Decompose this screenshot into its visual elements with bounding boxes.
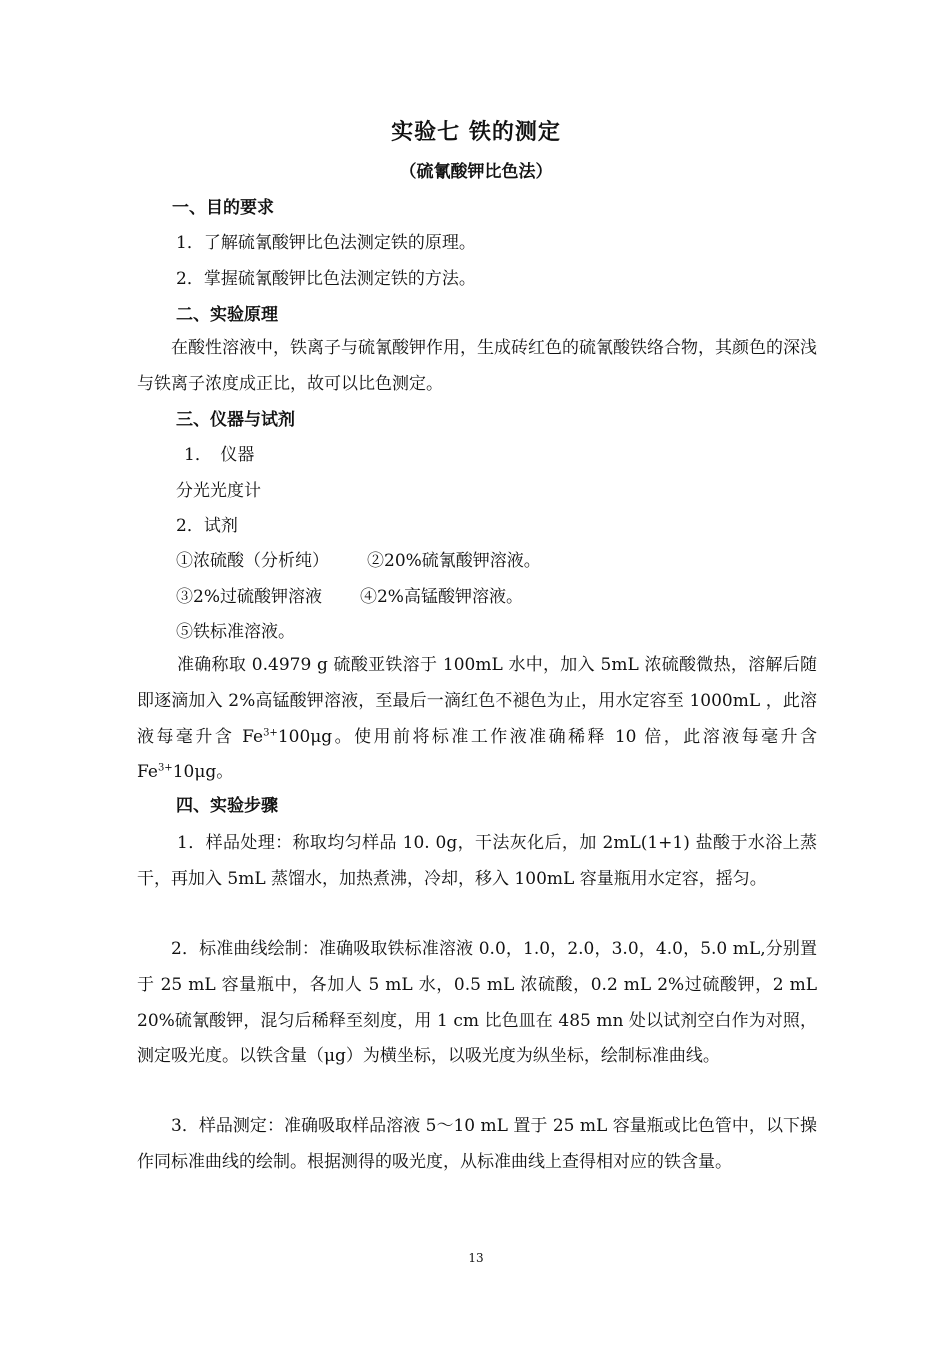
procedure-step-2: 2．标准曲线绘制：准确吸取铁标准溶液 0.0，1.0，2.0，3.0，4.0，5.0 mL,分别置于 25 mL 容量瓶中，各加人 5 mL 水，0.5 mL 浓硫酸，0.2 mL 2%过硫酸钾，2 mL 20%硫氰酸钾，混匀后稀释至刻度，用 1 cm 比色皿在 485 mn 处以试剂空白作为对照，测定吸光度。以铁含量（μg）为横坐标，以吸光度为纵坐标，绘制标准曲线。 [137, 939, 817, 1067]
page-number: 13 [468, 1251, 484, 1265]
reagent-item-3: ③2%过硫酸钾溶液 [176, 587, 322, 607]
standard-prep-paragraph [137, 648, 817, 791]
section-heading-objectives: 一、目的要求 [172, 198, 274, 218]
prep-sup-2: 3+ [157, 762, 173, 774]
reagent-label: 2．试剂 [176, 516, 238, 536]
reagent-item-1: ①浓硫酸（分析纯） [176, 551, 329, 571]
page-title: 实验七 铁的测定 [391, 119, 561, 145]
prep-text-2: 100μg。使用前将标准工作液准确稀释 10 倍，此溶液每毫升含 Fe [137, 726, 817, 783]
principle-paragraph: 在酸性溶液中，铁离子与硫氰酸钾作用，生成砖红色的硫氰酸铁络合物，其颜色的深浅与铁离子浓度成正比，故可以比色测定。 [137, 338, 817, 394]
objective-item-1: 1．了解硫氰酸钾比色法测定铁的原理。 [176, 233, 476, 253]
section-heading-instruments: 三、仪器与试剂 [176, 410, 295, 430]
prep-sup-1: 3+ [263, 726, 278, 738]
instrument-label: 1． 仪器 [184, 445, 255, 465]
reagent-item-2: ②20%硫氰酸钾溶液。 [367, 551, 541, 571]
objective-item-2: 2．掌握硫氰酸钾比色法测定铁的方法。 [176, 269, 476, 289]
prep-text-1: 准确称取 0.4979 g 硫酸亚铁溶于 100mL 水中，加入 5mL 浓硫酸微热，溶解后随即逐滴加入 2%高锰酸钾溶液，至最后一滴红色不褪色为止，用水定容至 1000mL ，此溶液每毫升含 Fe [137, 655, 817, 747]
section-heading-procedure: 四、实验步骤 [176, 796, 278, 816]
procedure-step-3: 3．样品测定：准确吸取样品溶液 5～10 mL 置于 25 mL 容量瓶或比色管中，以下操作同标准曲线的绘制。根据测得的吸光度，从标准曲线上查得相对应的铁含量。 [137, 1116, 817, 1172]
prep-text-3: 10μg。 [172, 762, 234, 783]
section-heading-principle: 二、实验原理 [176, 305, 278, 325]
reagent-row-1 [176, 546, 541, 576]
reagent-item-4: ④2%高锰酸钾溶液。 [359, 587, 523, 607]
reagent-row-2 [176, 582, 523, 612]
procedure-step-1: 1．样品处理：称取均匀样品 10. 0g，干法灰化后，加 2mL(1+1) 盐酸于水浴上蒸干，再加入 5mL 蒸馏水，加热煮沸，冷却，移入 100mL 容量瓶用水定容，摇匀。 [137, 833, 817, 889]
reagent-item-5: ⑤铁标准溶液。 [176, 622, 295, 642]
page-subtitle: （硫氰酸钾比色法） [399, 162, 553, 182]
instrument-name: 分光光度计 [176, 481, 261, 501]
